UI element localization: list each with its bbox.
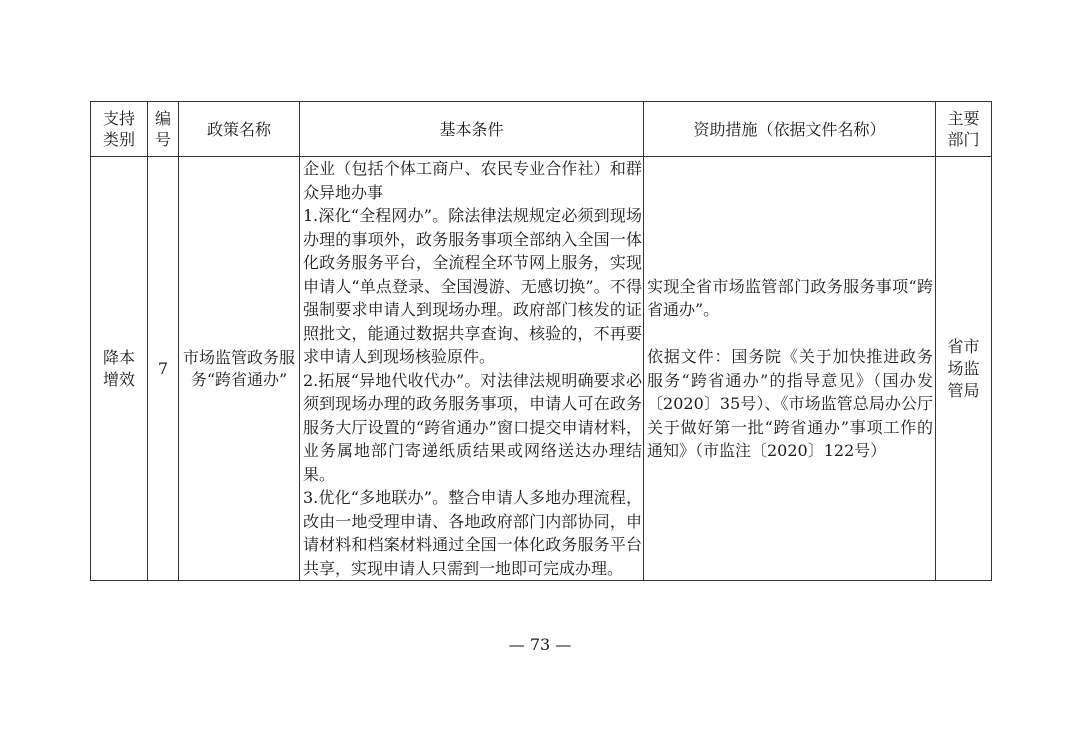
table-header-row <box>91 102 992 157</box>
condition-intro: 企业（包括个体工商户、农民专业合作社）和群众异地办事 <box>303 159 642 202</box>
cell-conditions <box>300 157 644 581</box>
header-measures: 资助措施（依据文件名称） <box>644 102 936 157</box>
cell-measures <box>644 157 936 581</box>
header-number: 编号 <box>148 102 179 157</box>
condition-item-3: 3.优化“多地联办”。整合申请人多地办理流程，改由一地受理申请、各地政府部门内部协同，申请材料和档案材料通过全国一体化政务服务平台共享，实现申请人只需到一地即可完成办理。 <box>303 488 642 578</box>
measure-basis: 依据文件：国务院《关于加快推进政务服务“跨省通办”的指导意见》（国办发〔2020〕35号）、《市场监管总局办公厅关于做好第一批“跨省通办”事项工作的通知》（市监注〔2020〕122号） <box>647 347 933 460</box>
cell-category: 降本增效 <box>91 157 148 581</box>
header-category: 支持类别 <box>91 102 148 157</box>
header-policy-name: 政策名称 <box>179 102 300 157</box>
cell-department: 省市场监管局 <box>936 157 992 581</box>
measure-main: 实现全省市场监管部门政务服务事项“跨省通办”。 <box>647 276 933 319</box>
header-conditions: 基本条件 <box>300 102 644 157</box>
cell-number: 7 <box>148 157 179 581</box>
condition-item-1: 1.深化“全程网办”。除法律法规规定必须到现场办理的事项外，政务服务事项全部纳入全国一体化政务服务平台，全流程全环节网上服务，实现申请人“单点登录、全国漫游、无感切换”。不得强制要求申请人到现场办理。政府部门核发的证照批文，能通过数据共享查询、核验的，不再要求申请人到现场核验原件。 <box>303 206 642 366</box>
cell-policy-name: 市场监管政务服务“跨省通办” <box>179 157 300 581</box>
table-row <box>91 157 992 581</box>
page-number: — 73 — <box>508 635 572 654</box>
condition-item-2: 2.拓展“异地代收代办”。对法律法规明确要求必须到现场办理的政务服务事项，申请人可在政务服务大厅设置的“跨省通办”窗口提交申请材料，业务属地部门寄递纸质结果或网络送达办理结果。 <box>303 370 642 484</box>
policy-table <box>90 101 992 581</box>
header-department: 主要部门 <box>936 102 992 157</box>
